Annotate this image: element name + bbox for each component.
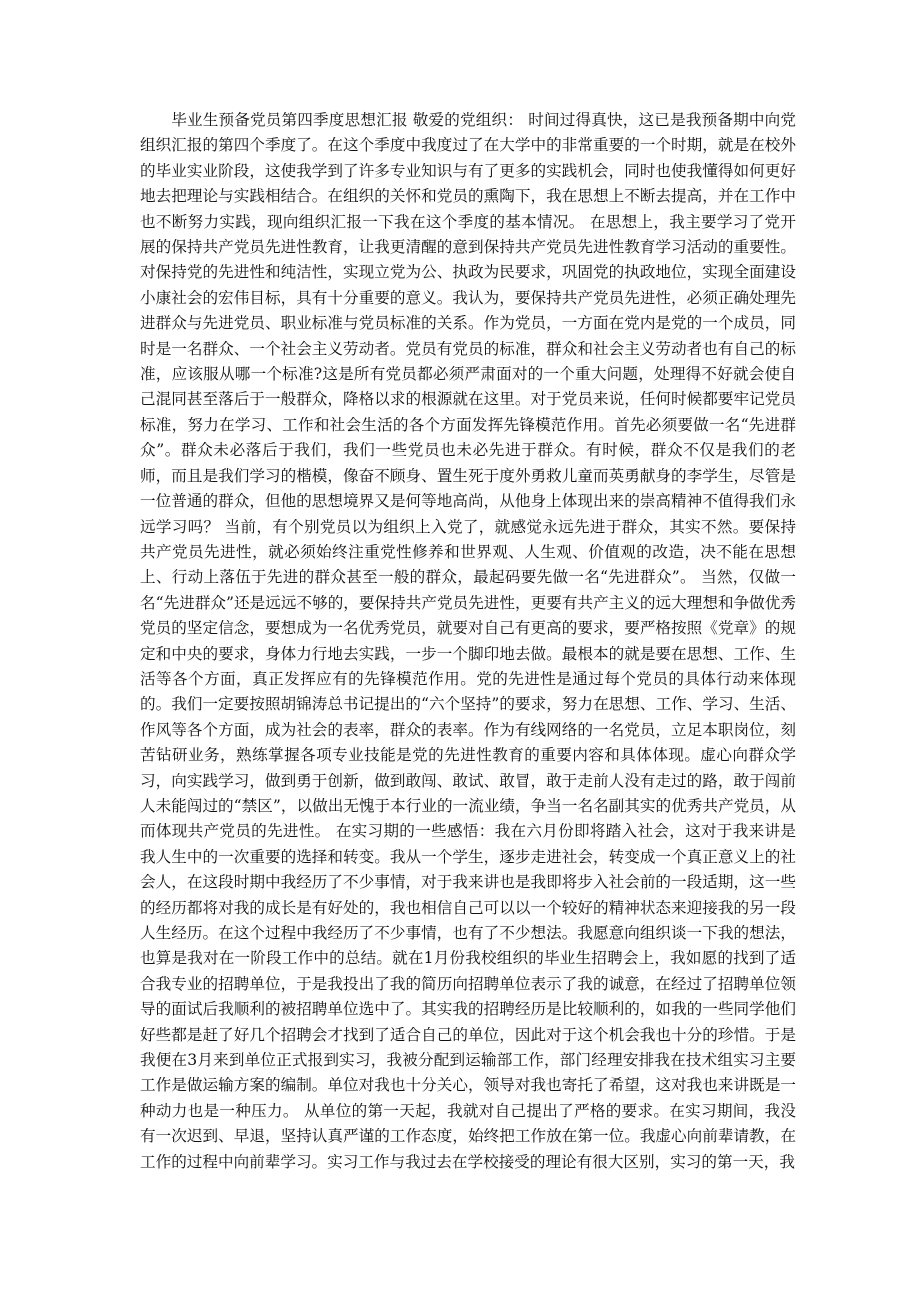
document-body-text: 毕业生预备党员第四季度思想汇报 敬爱的党组织： 时间过得真快，这已是我预备期中向党组织汇报的第四个季度了。在这个季度中我度过了在大学中的非常重要的一个时期，就是在校外的毕业实业阶段，这使我学到了许多专业知识与有了更多的实践机会，同时也使我懂得如何更好地去把理论与实践相结合。在组织的关怀和党员的熏陶下，我在思想上不断去提高，并在工作中也不断努力实践，现向组织汇报一下我在这个季度的基本情况。 在思想上，我主要学习了党开展的保持共产党员先进性教育，让我更清醒的意到保持共产党员先进性教育学习活动的重要性。对保持党的先进性和纯洁性，实现立党为公、执政为民要求，巩固党的执政地位，实现全面建设小康社会的宏伟目标，具有十分重要的意义。我认为，要保持共产党员先进性，必须正确处理先进群众与先进党员、职业标准与党员标准的关系。作为党员，一方面在党内是党的一个成员，同时是一名群众、一个社会主义劳动者。党员有党员的标准，群众和社会主义劳动者也有自己的标准，应该服从哪一个标准?这是所有党员都必须严肃面对的一个重大问题，处理得不好就会使自己混同甚至落后于一般群众，降格以求的根源就在这里。对于党员来说，任何时候都要牢记党员标准，努力在学习、工作和社会生活的各个方面发挥先锋模范作用。首先必须要做一名“先进群众”。群众未必落后于我们，我们一些党员也未必先进于群众。有时候，群众不仅是我们的老师，而且是我们学习的楷模，像奋不顾身、置生死于度外勇救儿童而英勇献身的李学生，尽管是一位普通的群众，但他的思想境界又是何等地高尚，从他身上体现出来的崇高精神不值得我们永远学习吗？ 当前，有个别党员以为组织上入党了，就感觉永远先进于群众，其实不然。要保持共产党员先进性，就必须始终注重党性修养和世界观、人生观、价值观的改造，决不能在思想上、行动上落伍于先进的群众甚至一般的群众，最起码要先做一名“先进群众”。 当然，仅做一名“先进群众”还是远远不够的，要保持共产党员先进性，更要有共产主义的远大理想和争做优秀党员的坚定信念，要想成为一名优秀党员，就要对自己有更高的要求，要严格按照《党章》的规定和中央的要求，身体力行地去实践，一步一个脚印地去做。最根本的就是要在思想、工作、生活等各个方面，真正发挥应有的先锋模范作用。党的先进性是通过每个党员的具体行动来体现的。我们一定要按照胡锦涛总书记提出的“六个坚持”的要求，努力在思想、工作、学习、生活、作风等各个方面，成为社会的表率，群众的表率。作为有线网络的一名党员，立足本职岗位，刻苦钻研业务，熟练掌握各项专业技能是党的先进性教育的重要内容和具体体现。虚心向群众学习，向实践学习，做到勇于创新，做到敢闯、敢试、敢冒，敢于走前人没有走过的路，敢于闯前人未能闯过的“禁区”，以做出无愧于本行业的一流业绩，争当一名名副其实的优秀共产党员，从而体现共产党员的先进性。 在实习期的一些感悟：我在六月份即将踏入社会，这对于我来讲是我人生中的一次重要的选择和转变。我从一个学生，逐步走进社会，转变成一个真正意义上的社会人，在这段时期中我经历了不少事情，对于我来讲也是我即将步入社会前的一段适期，这一些的经历都将对我的成长是有好处的，我也相信自己可以以一个较好的精神状态来迎接我的另一段人生经历。在这个过程中我经历了不少事情，也有了不少想法。我愿意向组织谈一下我的想法，也算是我对在一阶段工作中的总结。就在1月份我校组织的毕业生招聘会上，我如愿的找到了适合我专业的招聘单位，于是我投出了我的简历向招聘单位表示了我的诚意，在经过了招聘单位领导的面试后我顺利的被招聘单位选中了。其实我的招聘经历是比较顺利的，如我的一些同学他们好些都是赶了好几个招聘会才找到了适合自己的单位，因此对于这个机会我也十分的珍惜。于是我便在3月来到单位正式报到实习，我被分配到运输部工作，部门经理安排我在技术组实习主要工作是做运输方案的编制。单位对我也十分关心，领导对我也寄托了希望，这对我也来讲既是一种动力也是一种压力。 从单位的第一天起，我就对自己提出了严格的要求。在实习期间，我没有一次迟到、早退，坚持认真严谨的工作态度，始终把工作放在第一位。我虚心向前辈请教，在工作的过程中向前辈学习。实习工作与我过去在学校接受的理论有很大区别，实习的第一天，我: [140, 111, 796, 1171]
